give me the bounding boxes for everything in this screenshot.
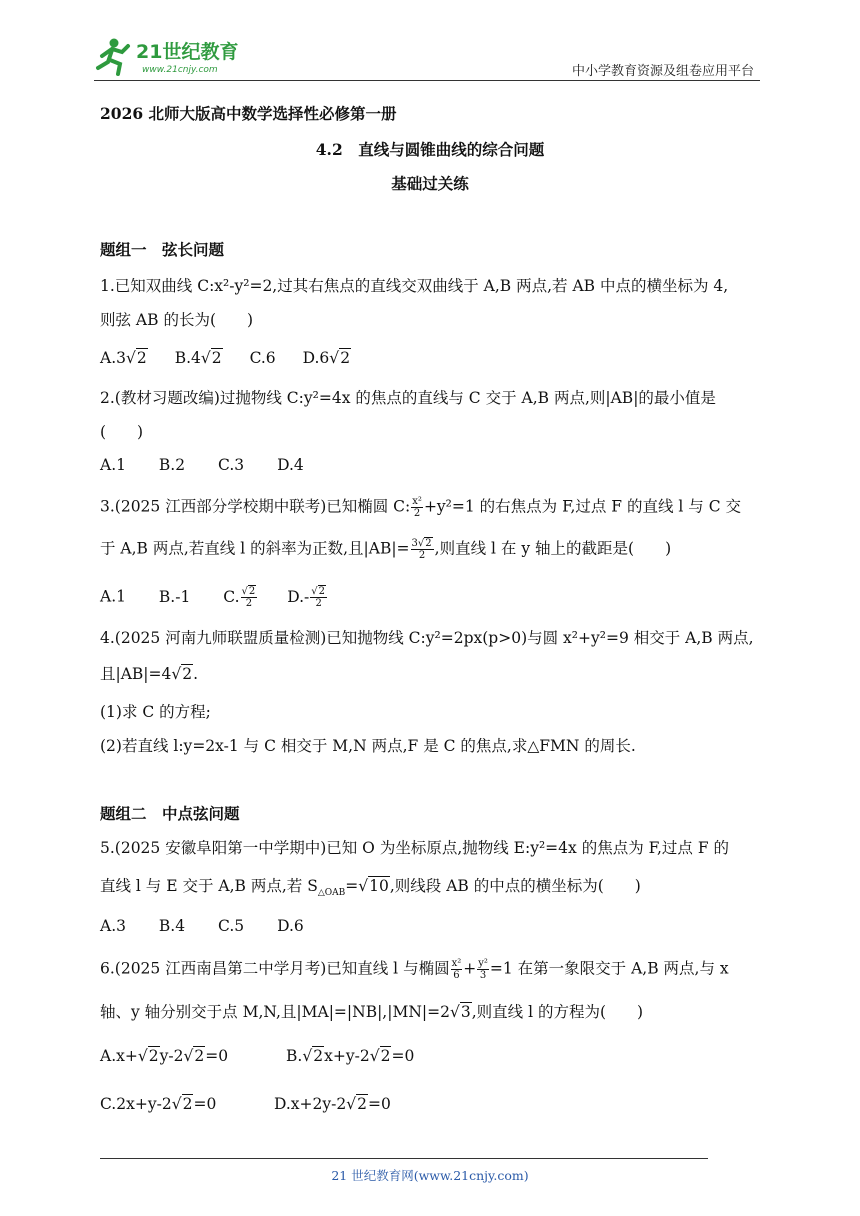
- question-1-options: [100, 348, 351, 368]
- question-6-line2: 轴、y 轴分别交于点 M,N,且|MA|=|NB|,|MN|=2√3,则直线 l 的方程为( ): [100, 1003, 644, 1021]
- footer-rule: [100, 1158, 708, 1159]
- question-4-part2: (2)若直线 l:y=2x-1 与 C 相交于 M,N 两点,F 是 C 的焦点,求△FMN 的周长.: [100, 737, 636, 755]
- question-3-line1: 3.(2025 江西部分学校期中联考)已知椭圆 C: $\frac{\text{x²}}{2}$ +y²=1 的右焦点为 F,过点 F 的直线 l 与 C 交: [100, 496, 741, 519]
- option-a: A.3√2: [100, 349, 147, 367]
- option-d: D.6: [277, 917, 304, 935]
- option-a: A.3: [100, 917, 126, 935]
- group-title: 题组一 弦长问题: [100, 240, 225, 259]
- question-4-line1: 4.(2025 河南九师联盟质量检测)已知抛物线 C:y²=2px(p>0)与圆 x²+y²=9 相交于 A,B 两点,: [100, 629, 754, 647]
- fraction: $\frac{\text{x²}}{2}$: [412, 496, 422, 519]
- question-6-option-a: A.x+√2y-2√2=0: [100, 1047, 229, 1065]
- question-5-line1: 5.(2025 安徽阜阳第一中学期中)已知 O 为坐标原点,抛物线 E:y²=4x 的焦点为 F,过点 F 的: [100, 839, 730, 857]
- question-5-line2: 直线 l 与 E 交于 A,B 两点,若 $S_{\triangle OAB}=√10$,则线段 AB 的中点的横坐标为( ): [100, 877, 641, 899]
- question-5-options: [100, 916, 304, 936]
- question-6-option-b: B.√2x+y-2√2=0: [286, 1047, 415, 1065]
- question-3-line2: 于 A,B 两点,若直线 l 的斜率为正数,且|AB|= $\frac{3√2}{2}$ ,则直线 l 在 y 轴上的截距是( ): [100, 538, 672, 561]
- question-1-line2: 则弦 AB 的长为( ): [100, 311, 254, 329]
- footer-link[interactable]: 21 世纪教育网(www.21cnjy.com): [331, 1168, 529, 1183]
- option-c: C.5: [218, 917, 245, 935]
- runner-icon: [98, 39, 128, 75]
- book-title: 2026 北师大版高中数学选择性必修第一册: [100, 104, 397, 123]
- option-b: B.-1: [158, 587, 191, 606]
- header-rule: [94, 80, 760, 81]
- question-2-line1: 2.(教材习题改编)过抛物线 C:y²=4x 的焦点的直线与 C 交于 A,B 两点,则|AB|的最小值是: [100, 389, 716, 407]
- option-a: A.1: [100, 456, 126, 474]
- option-d: D.4: [277, 456, 304, 474]
- option-b: B.4: [158, 917, 186, 935]
- section-subtitle: 基础过关练: [391, 174, 469, 193]
- svg-text:www.21cnjy.com: www.21cnjy.com: [142, 65, 218, 75]
- option-d: D.- $\frac{√2}{2}$: [287, 586, 325, 609]
- question-4-part1: (1)求 C 的方程;: [100, 703, 211, 721]
- sqrt-symbol: √2: [125, 349, 147, 367]
- option-b: B.4√2: [174, 349, 222, 367]
- question-1-line1: 1.已知双曲线 C:x²-y²=2,过其右焦点的直线交双曲线于 A,B 两点,若 AB 中点的横坐标为 4,: [100, 277, 729, 295]
- fraction: $\frac{3√2}{2}$: [411, 538, 432, 561]
- site-tagline: 中小学教育资源及组卷应用平台: [571, 64, 754, 79]
- option-a: A.1: [100, 587, 126, 606]
- svg-text:21世纪教育: 21世纪教育: [136, 41, 239, 63]
- option-c: C.6: [249, 349, 276, 367]
- question-6-option-c: C.2x+y-2√2=0: [100, 1095, 217, 1113]
- question-6-line1: 6.(2025 江西南昌第二中学月考)已知直线 l 与椭圆 $\frac{\text{x²}}{6}$ + $\frac{\text{y²}}{3}$ =1 在第一象限交于 A,B 两点,与 x: [100, 958, 729, 981]
- option-c: C. $\frac{√2}{2}$: [223, 586, 256, 609]
- option-b: B.2: [158, 456, 186, 474]
- question-6-option-d: D.x+2y-2√2=0: [274, 1095, 391, 1113]
- option-c: C.3: [218, 456, 245, 474]
- question-3-options: [100, 586, 328, 609]
- question-2-line2: ( ): [100, 423, 144, 441]
- question-4-line2: 且|AB|=4√2.: [100, 665, 199, 683]
- group-title: 题组二 中点弦问题: [100, 804, 240, 823]
- question-2-options: [100, 455, 304, 475]
- section-title: 4.2 直线与圆锥曲线的综合问题: [315, 140, 545, 159]
- site-logo: [94, 34, 264, 78]
- option-d: D.6√2: [302, 349, 351, 367]
